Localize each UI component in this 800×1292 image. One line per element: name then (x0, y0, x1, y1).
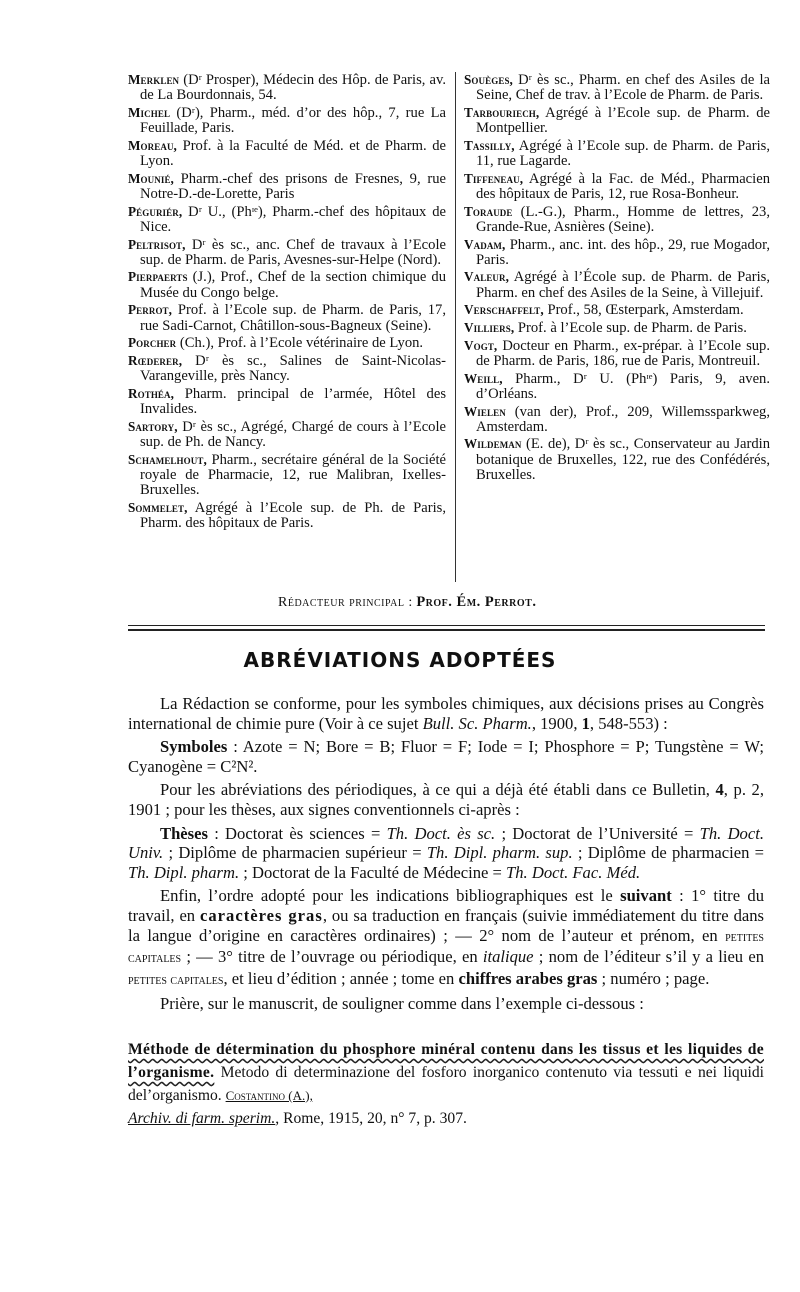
author-entry (128, 105, 446, 136)
paragraph-symbols: Symboles : Azote = N; Bore = B; Fluor = F; Iode = I; Phosphore = P; Tungstène = W; Cyanogène = C²N². (128, 737, 764, 776)
paragraph-periodicals: Pour les abréviations des périodiques, à ce qui a déjà été établi dans ce Bulletin, 4, p. 2, 1901 ; pour les thèses, aux signes conventionnels ci-après : (128, 780, 764, 819)
author-details: Agrégé à l’École sup. de Pharm. de Paris, Pharm. en chef des Asiles de la Seine, à Villejuif. (476, 269, 770, 301)
author-name: Merklen (128, 72, 180, 87)
section-rule-bottom (128, 629, 765, 631)
author-entry (128, 335, 446, 351)
author-name: Pierpaerts (128, 269, 188, 285)
example-author: Costantino (A.), (225, 1088, 313, 1103)
example-title: Méthode de détermination du phosphore minéral contenu dans les tissus et les liquides de l’organisme. (128, 1041, 764, 1081)
author-entry (128, 204, 446, 235)
author-name: Tiffeneau, (464, 170, 524, 186)
author-name: Valeur, (464, 269, 510, 285)
example-translation: Metodo di determinazione del fosforo inorganico contenuto via tessuti e nei liquidi del’organismo. (128, 1064, 764, 1104)
author-entry (464, 204, 770, 235)
author-name: Péguriér, (128, 203, 183, 219)
author-entry (464, 269, 770, 300)
author-entry (128, 269, 446, 300)
author-name: Sartory, (128, 418, 178, 434)
author-name: Moreau, (128, 137, 177, 153)
author-entry (464, 338, 770, 369)
author-details: Agrégé à l’Ecole sup. de Pharm. de Montpellier. (476, 104, 770, 137)
section-rule-top (128, 625, 765, 626)
author-details: Pharm., secrétaire général de la Société royale de Pharmacie, 12, rue Malibran, Ixelles-Bruxelles. (140, 451, 446, 499)
author-entry (464, 237, 770, 268)
editor-name: Prof. Ém. Perrot. (416, 594, 537, 610)
author-entry (464, 320, 770, 336)
author-entry (464, 436, 770, 483)
author-name: Rœderer, (128, 352, 183, 368)
example-rest: , Rome, 1915, 20, n° 7, p. 307. (275, 1110, 467, 1127)
author-name: Vogt, (464, 337, 498, 353)
author-name: Wielen (464, 403, 506, 419)
author-details: Pharm. principal de l’armée, Hôtel des Invalides. (140, 385, 446, 418)
citation-example (128, 1038, 764, 1130)
author-entry (464, 302, 770, 318)
editor-label: Rédacteur principal : (278, 595, 413, 610)
author-details: (J.), Prof., Chef de la section chimique du Musée du Congo belge. (140, 269, 446, 301)
section-title: ABRÉVIATIONS ADOPTÉES (243, 648, 557, 672)
author-name: Michel (128, 104, 171, 120)
author-details: Prof., 58, Œsterpark, Amsterdam. (543, 302, 744, 319)
author-entry (128, 500, 446, 531)
author-name: Weill, (464, 370, 503, 386)
author-name: Verschaffelt, (464, 302, 544, 318)
paragraph-bibliography: Enfin, l’ordre adopté pour les indications bibliographiques est le suivant : 1° titre du travail, en caractères gras, ou sa traduction en français (suivie immédiatement du titre dans la langue d’origine en caractères ordinaires) ; — 2° nom de l’auteur et prénom, en petites capitales ; — 3° titre de l’ouvrage ou périodique, en italique ; nom de l’éditeur s’il y a lieu en petites capitales, et lieu d’édition ; année ; tome en chiffres arabes gras ; numéro ; page. (128, 886, 765, 988)
author-name: Mounié, (128, 170, 174, 186)
column-divider (455, 72, 456, 582)
author-entry (464, 138, 770, 169)
right-column (464, 72, 770, 485)
author-entry (464, 171, 770, 202)
author-details: Dʳ ès sc., anc. Chef de travaux à l’Ecole sup. de Pharm. de Paris, Avesnes-sur-Helpe (Nord). (140, 236, 446, 268)
author-entry (128, 237, 446, 268)
author-name: Villiers, (464, 320, 515, 336)
author-entry (128, 353, 446, 384)
author-name: Rothéa, (128, 385, 175, 401)
author-name: Tassilly, (464, 137, 515, 153)
author-details: (E. de), Dʳ ès sc., Conservateur au Jardin botanique de Bruxelles, 122, rue des Confédérés, Bruxelles. (476, 436, 770, 483)
example-journal: Archiv. di farm. sperim. (128, 1110, 276, 1127)
author-details: Prof. à l’Ecole sup. de Pharm. de Paris, 17, rue Sadi-Carnot, Châtillon-sous-Bagneux (Seine). (140, 302, 446, 334)
author-details: (L.-G.), Pharm., Homme de lettres, 23, Grande-Rue, Asnières (Seine). (476, 203, 770, 235)
author-details: Agrégé à la Fac. de Méd., Pharmacien des hôpitaux de Paris, 12, rue Rosa-Bonheur. (476, 170, 770, 202)
author-details: Dʳ ès sc., Salines de Saint-Nicolas-Varangeville, près Nancy. (140, 352, 446, 385)
author-entry (128, 138, 446, 169)
author-name: Tarbouriech, (464, 104, 540, 120)
author-entry (128, 72, 446, 103)
author-details: Docteur en Pharm., ex-prépar. à l’Ecole sup. de Pharm. de Paris, 186, rue de Paris, Montreuil. (476, 337, 770, 369)
author-name: Souèges, (464, 72, 513, 87)
author-entry (128, 419, 446, 450)
author-details: Pharm., Dʳ U. (Phᶦᵉ) Paris, 9, aven. d’Orléans. (476, 370, 770, 402)
editor-line (278, 594, 536, 611)
author-entry (128, 452, 446, 499)
author-details: Pharm.-chef des prisons de Fresnes, 9, rue Notre-D.-de-Lorette, Paris (140, 170, 446, 202)
paragraph-theses: Thèses : Doctorat ès sciences = Th. Doct. ès sc. ; Doctorat de l’Université = Th. Doct. Univ. ; Diplôme de pharmacien supérieur = Th. Dipl. pharm. sup. ; Diplôme de pharmacien = Th. Dipl. pharm. ; Doctorat de la Faculté de Médecine = Th. Doct. Fac. Méd. (128, 823, 764, 882)
author-name: Wildeman (464, 436, 522, 452)
author-entry (128, 386, 446, 417)
paragraph-request: Prière, sur le manuscrit, de souligner comme dans l’exemple ci-dessous : (160, 994, 644, 1014)
author-details: (van der), Prof., 209, Willemssparkweg, Amsterdam. (476, 403, 770, 435)
author-details: Prof. à la Faculté de Méd. et de Pharm. de Lyon. (140, 137, 446, 170)
author-name: Porcher (128, 335, 177, 351)
author-details: Pharm., anc. int. des hôp., 29, rue Mogador, Paris. (476, 236, 770, 268)
author-name: Peltrisot, (128, 236, 186, 252)
author-details: Agrégé à l’Ecole sup. de Ph. de Paris, Pharm. des hôpitaux de Paris. (140, 499, 446, 531)
author-entry (464, 72, 770, 103)
left-column (128, 72, 446, 533)
author-details: Agrégé à l’Ecole sup. de Pharm. de Paris, 11, rue Lagarde. (476, 137, 770, 170)
author-name: Perrot, (128, 302, 173, 318)
abbreviations-text (128, 694, 764, 1018)
author-entry (464, 105, 770, 136)
author-entry (128, 171, 446, 202)
author-details: (Ch.), Prof. à l’Ecole vétérinaire de Lyon. (176, 335, 424, 352)
paragraph-intro: La Rédaction se conforme, pour les symboles chimiques, aux décisions prises au Congrès international de chimie pure (Voir à ce sujet Bull. Sc. Pharm., 1900, 1, 548-553) : (128, 694, 764, 733)
author-details: (Dʳ Prosper), Médecin des Hôp. de Paris, av. de La Bourdonnais, 54. (140, 72, 446, 104)
author-details: Prof. à l’Ecole sup. de Pharm. de Paris. (514, 320, 747, 337)
author-name: Vadam, (464, 236, 506, 252)
author-entry (464, 404, 770, 435)
author-details: Dʳ U., (Phᶦᵉ), Pharm.-chef des hôpitaux de Nice. (140, 203, 446, 235)
author-details: Dʳ ès sc., Pharm. en chef des Asiles de la Seine, Chef de trav. à l’Ecole de Pharm. de Paris. (476, 72, 770, 104)
author-details: (Dʳ), Pharm., méd. d’or des hôp., 7, rue La Feuillade, Paris. (140, 104, 446, 137)
author-name: Sommelet, (128, 499, 188, 515)
author-entry (128, 302, 446, 333)
author-entry (464, 371, 770, 402)
author-name: Toraude (464, 203, 513, 219)
author-name: Schamelhout, (128, 451, 207, 467)
author-details: Dʳ ès sc., Agrégé, Chargé de cours à l’Ecole sup. de Ph. de Nancy. (140, 418, 446, 450)
